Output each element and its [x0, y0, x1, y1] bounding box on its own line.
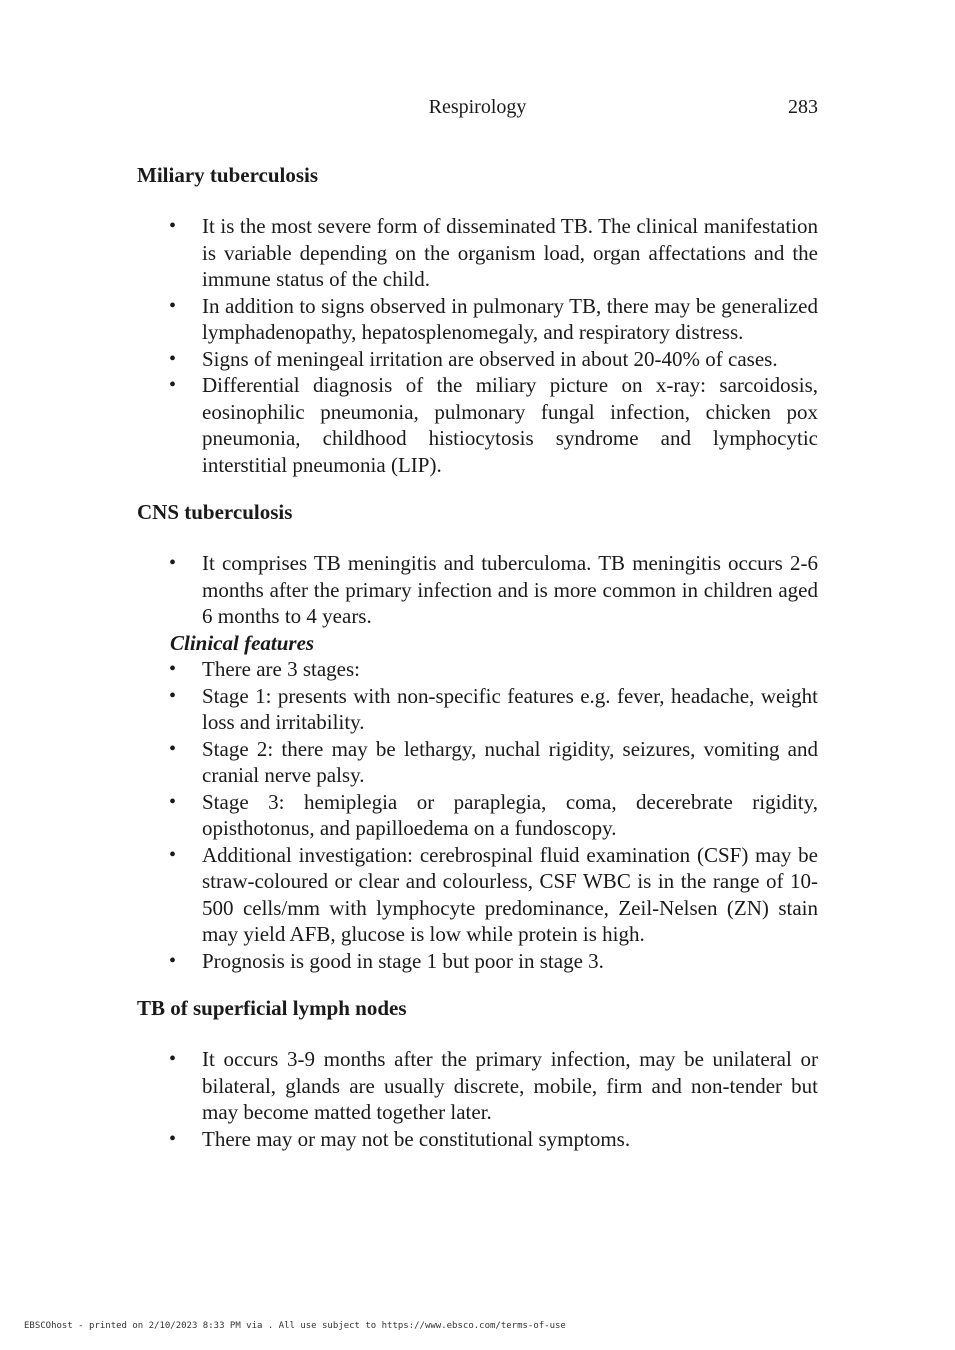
page-number: 283 [788, 96, 818, 118]
list-item-text: It occurs 3-9 months after the primary infection, may be unilateral or bilateral, glands are usually discrete, mobile, firm and non-tender but may become matted together later. [202, 1047, 818, 1124]
bullet-icon: • [169, 347, 177, 370]
print-footer: EBSCOhost - printed on 2/10/2023 8:33 PM via . All use subject to https://www.ebsco.com/terms-of-use [24, 1321, 566, 1331]
bullet-list [137, 656, 818, 974]
list-item [137, 293, 818, 346]
running-header [0, 96, 955, 122]
list-item [137, 1126, 818, 1153]
list-item-text: Stage 2: there may be lethargy, nuchal rigidity, seizures, vomiting and cranial nerve palsy. [202, 736, 818, 787]
list-item-text: There may or may not be constitutional symptoms. [202, 1126, 631, 1151]
list-item [137, 346, 818, 373]
list-item [137, 789, 818, 842]
list-item-text: Prognosis is good in stage 1 but poor in stage 3. [202, 948, 604, 973]
bullet-list [137, 550, 818, 630]
list-item-text: It is the most severe form of disseminated TB. The clinical manifestation is variable depending on the organism load, organ affectations and the immune status of the child. [202, 214, 818, 291]
bullet-icon: • [169, 1048, 177, 1070]
running-title: Respirology [428, 96, 527, 118]
list-item [137, 683, 818, 736]
list-item [137, 656, 818, 683]
section-heading: TB of superficial lymph nodes [137, 996, 407, 1020]
list-item [137, 213, 818, 293]
section-miliary-tb [137, 159, 818, 478]
list-item [137, 1046, 818, 1126]
list-item-text: Additional investigation: cerebrospinal fluid examination (CSF) may be straw-coloured or clear and colourless, CSF WBC is in the range of 10-500 cells/mm with lymphocyte predominance, Zeil-Nelsen (ZN) stain may yield AFB, glucose is low while protein is high. [202, 842, 818, 946]
page-content [137, 159, 818, 1170]
bullet-icon: • [169, 1127, 177, 1150]
list-item-text: Signs of meningeal irritation are observed in about 20-40% of cases. [202, 346, 778, 371]
list-item-text: In addition to signs observed in pulmonary TB, there may be generalized lymphadenopathy, hepatosplenomegaly, and respiratory distress. [202, 293, 818, 344]
section-cns-tb [137, 496, 818, 974]
bullet-icon: • [169, 374, 177, 396]
bullet-icon: • [169, 843, 177, 866]
bullet-icon: • [169, 294, 177, 317]
bullet-icon: • [169, 737, 177, 760]
list-item [137, 948, 818, 975]
section-heading: CNS tuberculosis [137, 500, 293, 524]
list-item-text: There are 3 stages: [202, 657, 361, 681]
bullet-icon: • [169, 658, 177, 680]
list-item-text: Differential diagnosis of the miliary picture on x-ray: sarcoidosis, eosinophilic pneumonia, pulmonary fungal infection, chicken pox pneumonia, childhood histiocytosis syndrome and lymphocytic interstitial pneumonia (LIP). [202, 373, 818, 477]
bullet-icon: • [169, 684, 177, 707]
bullet-icon: • [169, 949, 177, 972]
bullet-icon: • [169, 215, 177, 237]
bullet-icon: • [169, 790, 177, 813]
bullet-list [137, 1046, 818, 1152]
list-item [137, 372, 818, 478]
subheading-clinical-features: Clinical features [170, 630, 315, 655]
list-item-text: It comprises TB meningitis and tuberculoma. TB meningitis occurs 2-6 months after the primary infection and is more common in children aged 6 months to 4 years. [202, 551, 818, 628]
list-item [137, 842, 818, 948]
list-item [137, 736, 818, 789]
bullet-icon: • [169, 552, 177, 574]
section-lymph-node-tb [137, 992, 818, 1152]
list-item-text: Stage 3: hemiplegia or paraplegia, coma, decerebrate rigidity, opisthotonus, and papilloedema on a fundoscopy. [202, 789, 818, 840]
list-item [137, 550, 818, 630]
list-item-text: Stage 1: presents with non-specific features e.g. fever, headache, weight loss and irritability. [202, 683, 818, 734]
bullet-list [137, 213, 818, 478]
section-heading: Miliary tuberculosis [137, 163, 319, 187]
